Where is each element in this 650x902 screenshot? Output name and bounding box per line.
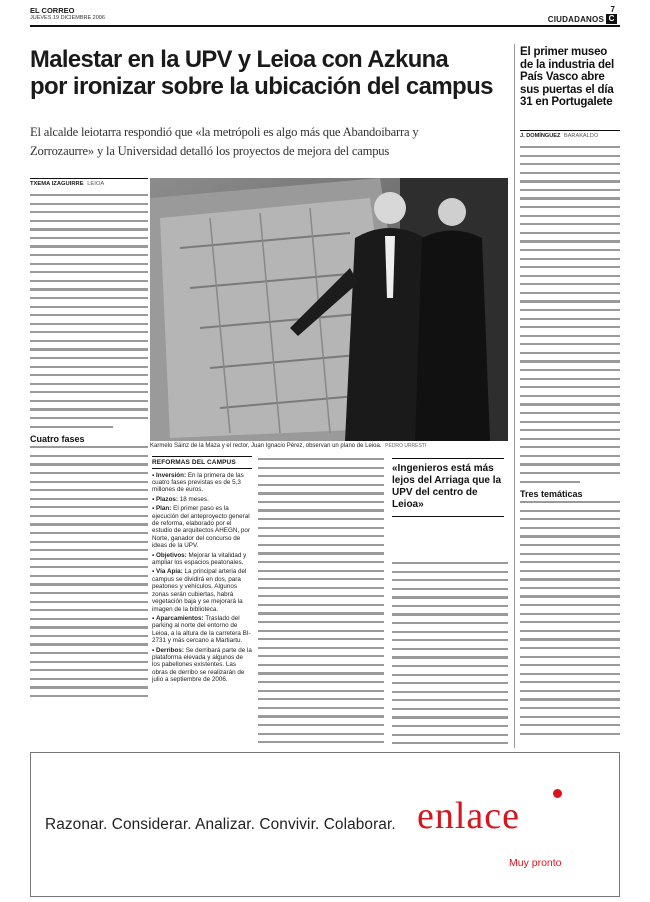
page-header <box>30 6 620 24</box>
sidebar-byline-place: BARAKALDO <box>563 132 599 139</box>
reformas-box <box>152 456 252 746</box>
reformas-item-text: La principal arteria del campus se dividirá en dos, para peatones y vehículos. Algunos zonas serán cubiertas, habrá vegetación baja y se mejorará la imagen de la biblioteca. <box>152 568 247 613</box>
page-number: 7 <box>610 5 615 14</box>
ad-logo-dot <box>553 789 562 798</box>
reformas-item-text: Se derribará parte de la plataforma elevada y algunos de los pabellones existentes. Las obras de derribo se realizarán de julio a septiembre de 2006. <box>152 646 252 684</box>
bullet-icon: ▪ <box>152 614 156 622</box>
reformas-item <box>152 647 252 684</box>
sidebar-headline-2: de la industria del <box>520 58 614 71</box>
caption-text: Karmelo Sáinz de la Maza y el rector, Juan Ignacio Pérez, observan un plano de Leioa. <box>150 443 382 449</box>
sidebar-headline-5: 31 en Portugalete <box>520 96 613 109</box>
reformas-item <box>152 615 252 645</box>
photo-illustration <box>150 178 508 441</box>
enlace-ad[interactable] <box>30 752 620 897</box>
sidebar-column <box>520 146 620 746</box>
reformas-item <box>152 552 252 567</box>
sidebar-headline <box>520 46 620 109</box>
reformas-item-text: El primer paso es la ejecución del anteproyecto general de reforma, elaborado por el estudio de arquitectos AHEGN, por Norte, ganador del concurso de ideas de la UPV. <box>152 505 251 550</box>
reformas-list <box>152 472 252 684</box>
reformas-item <box>152 472 252 494</box>
sidebar-byline <box>520 130 620 139</box>
main-column-4 <box>392 562 508 746</box>
subhead-line-1: El alcalde leiotarra respondió que «la metrópoli es algo más que Abandoibarra y <box>30 125 419 139</box>
main-photo <box>150 178 508 441</box>
reformas-item-text: En la primera de las cuatro fases previstas es de 5,3 millones de euros. <box>152 471 244 494</box>
photo-caption <box>150 443 508 449</box>
ad-logo: enlace <box>417 795 521 837</box>
reformas-item-label: Plan: <box>155 505 172 513</box>
sidebar-byline-name: J. DOMÍNGUEZ <box>520 132 561 139</box>
subhead-tres-tematicas: Tres temáticas <box>520 489 583 500</box>
sidebar-headline-4: sus puertas el día <box>520 83 614 96</box>
reformas-item-label: Objetivos: <box>155 551 187 559</box>
reformas-item-label: Aparcamientos: <box>155 614 204 622</box>
ad-soon: Muy pronto <box>509 857 562 869</box>
reformas-item-label: Vía Apia: <box>155 568 183 576</box>
main-headline <box>30 46 510 100</box>
subhead-cuatro-fases: Cuatro fases <box>30 434 85 445</box>
main-column-3 <box>258 458 384 746</box>
reformas-item <box>152 505 252 549</box>
reformas-item <box>152 568 252 612</box>
main-subhead <box>30 123 520 161</box>
subhead-line-2: Zorrozaurre» y la Universidad detalló los proyectos de mejora del campus <box>30 144 390 158</box>
main-byline <box>30 178 148 187</box>
section-name: CIUDADANOS <box>547 15 604 24</box>
reformas-item-text: Traslado del parking al norte del entorno de Leioa, a la altura de la carretera BI-2731 y más cercano a Martiartu. <box>152 614 251 645</box>
pull-quote-text: «Ingenieros está más lejos del Arriaga que la UPV del centro de Leioa» <box>392 463 502 510</box>
reformas-item-text: 18 meses. <box>179 495 209 503</box>
brand-name: EL CORREO <box>30 6 75 15</box>
byline-place: LEIOA <box>87 180 105 187</box>
issue-date: JUEVES 19 DICIEMBRE 2006 <box>30 15 105 21</box>
bullet-icon: ▪ <box>152 505 156 513</box>
header-rule <box>30 25 620 27</box>
sidebar-headline-3: País Vasco abre <box>520 71 605 84</box>
section-badge: C <box>606 14 617 24</box>
sidebar-divider <box>514 44 515 748</box>
reformas-item <box>152 496 252 503</box>
sidebar-headline-1: El primer museo <box>520 46 608 58</box>
reformas-item-text: Mejorar la vitalidad y ampliar los espacios peatonales. <box>152 551 247 567</box>
ad-tagline: Razonar. Considerar. Analizar. Convivir. Colaborar. <box>45 816 396 833</box>
bullet-icon: ▪ <box>152 646 156 654</box>
headline-line-1: Malestar en la UPV y Leioa con Azkuna <box>30 46 449 73</box>
main-column-1 <box>30 194 148 746</box>
bullet-icon: ▪ <box>152 495 156 503</box>
photo-credit: PEDRO URRESTI <box>385 443 427 449</box>
reformas-item-label: Derribos: <box>155 646 184 654</box>
headline-line-2: por ironizar sobre la ubicación del campus <box>30 73 493 100</box>
byline-name: TXEMA IZAGUIRRE <box>30 180 84 187</box>
pull-quote <box>392 458 504 517</box>
reformas-item-label: Plazos: <box>155 495 179 503</box>
bullet-icon: ▪ <box>152 551 156 559</box>
reformas-title: REFORMAS DEL CAMPUS <box>152 459 236 466</box>
bullet-icon: ▪ <box>152 568 156 576</box>
bullet-icon: ▪ <box>152 471 156 479</box>
reformas-item-label: Inversión: <box>155 471 187 479</box>
